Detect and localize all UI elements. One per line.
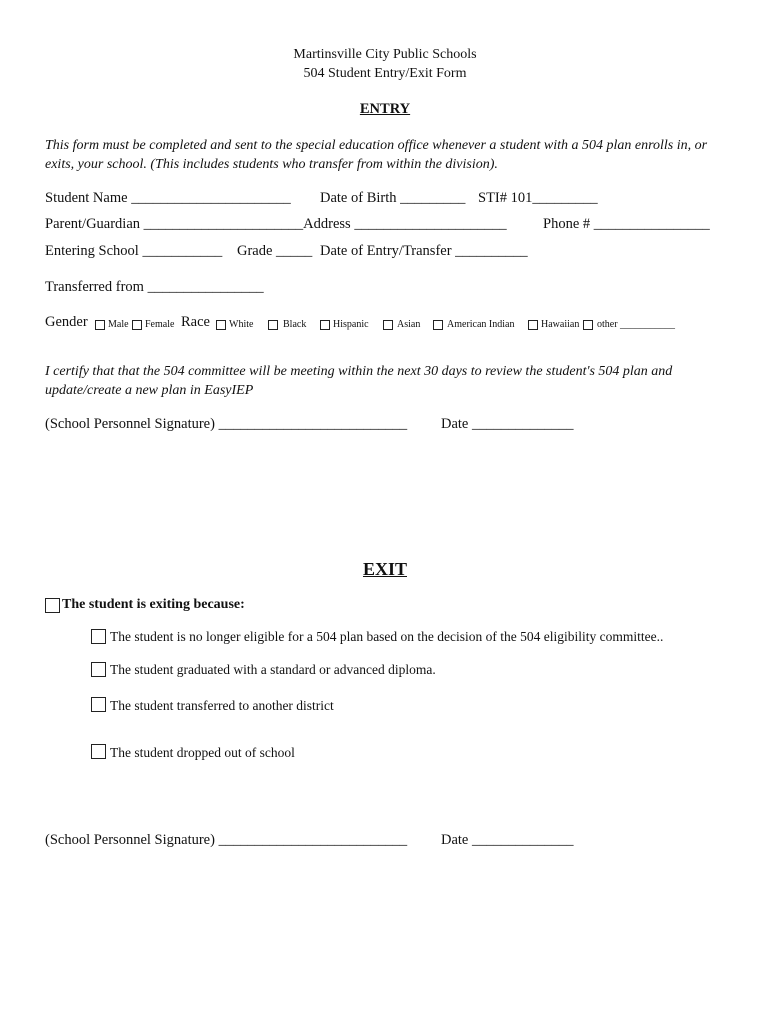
phone-field[interactable]	[543, 216, 710, 233]
entering-school-line[interactable]: ___________	[142, 243, 223, 259]
race-white-checkbox[interactable]	[216, 320, 226, 330]
exiting-checkbox[interactable]	[45, 598, 60, 613]
dob-label: Date of Birth	[320, 190, 397, 206]
student-name-line[interactable]: ______________________	[131, 190, 291, 206]
reason-dropped-out-label: The student dropped out of school	[110, 745, 295, 760]
student-name-label: Student Name	[45, 190, 128, 206]
entry-date-signed-field[interactable]	[441, 416, 574, 433]
district-name: Martinsville City Public Schools	[293, 47, 477, 62]
sti-field[interactable]	[478, 190, 598, 207]
exit-date-signed-field[interactable]	[441, 832, 574, 849]
race-label: Race	[181, 314, 210, 330]
address-label: Address	[303, 216, 351, 232]
student-name-field[interactable]	[45, 190, 291, 207]
race-black-checkbox[interactable]	[268, 320, 278, 330]
sti-line[interactable]: _________	[532, 190, 598, 206]
exit-signature-line[interactable]: __________________________	[218, 832, 408, 848]
parent-line[interactable]: ______________________	[143, 216, 304, 232]
gender-male-label: Male	[108, 319, 129, 330]
transferred-from-line[interactable]: ________________	[147, 279, 264, 295]
grade-field[interactable]	[237, 243, 312, 260]
entry-instructions: This form must be completed and sent to the special education office whenever a student with a 504 plan enrolls in, or exits, your school. (This includes students who transfer from within the division).	[45, 138, 708, 172]
gender-male-checkbox[interactable]	[95, 320, 105, 330]
parent-label: Parent/Guardian	[45, 216, 141, 232]
phone-label: Phone #	[543, 216, 591, 232]
race-other-line[interactable]: ___________	[620, 319, 676, 330]
race-other-checkbox[interactable]	[583, 320, 593, 330]
entry-date-field[interactable]	[320, 243, 528, 260]
entry-date-line[interactable]: __________	[455, 243, 528, 259]
form-title: 504 Student Entry/Exit Form	[303, 66, 467, 81]
race-hispanic-label: Hispanic	[333, 319, 369, 330]
entry-signature-field[interactable]	[45, 416, 407, 433]
entry-date-label: Date of Entry/Transfer	[320, 243, 452, 259]
race-american-indian-label: American Indian	[447, 319, 515, 330]
entry-title: ENTRY	[359, 101, 411, 117]
transferred-from-field[interactable]	[45, 279, 264, 296]
entry-date-signed-label: Date	[441, 416, 469, 432]
reason-dropped-out-checkbox[interactable]	[91, 744, 106, 759]
transferred-from-label: Transferred from	[45, 279, 144, 295]
reason-ineligible-checkbox[interactable]	[91, 629, 106, 644]
dob-field[interactable]	[320, 190, 465, 207]
race-asian-checkbox[interactable]	[383, 320, 393, 330]
race-other-label: other	[597, 319, 618, 330]
entering-school-label: Entering School	[45, 243, 139, 259]
certify-statement: I certify that that the 504 committee will be meeting within the next 30 days to review the student's 504 plan and update/create a new plan in EasyIEP	[45, 364, 673, 398]
exit-date-signed-line[interactable]: ______________	[472, 832, 574, 848]
phone-line[interactable]: ________________	[593, 216, 710, 232]
grade-label: Grade	[237, 243, 273, 259]
entry-date-signed-line[interactable]: ______________	[472, 416, 574, 432]
exit-signature-label: (School Personnel Signature)	[45, 832, 215, 848]
reason-graduated-label: The student graduated with a standard or advanced diploma.	[110, 662, 436, 677]
entry-signature-label: (School Personnel Signature)	[45, 416, 215, 432]
parent-field[interactable]	[45, 216, 507, 233]
exit-signature-field[interactable]	[45, 832, 407, 849]
address-line[interactable]: _____________________	[354, 216, 507, 232]
gender-female-label: Female	[145, 319, 175, 330]
exit-date-signed-label: Date	[441, 832, 469, 848]
grade-line[interactable]: _____	[276, 243, 313, 259]
exit-title: EXIT	[362, 559, 407, 579]
dob-line[interactable]: _________	[400, 190, 466, 206]
gender-female-checkbox[interactable]	[132, 320, 142, 330]
reason-transferred-checkbox[interactable]	[91, 697, 106, 712]
sti-label: STI# 101	[478, 190, 533, 206]
race-hawaiian-checkbox[interactable]	[528, 320, 538, 330]
entry-signature-line[interactable]: __________________________	[218, 416, 408, 432]
race-hispanic-checkbox[interactable]	[320, 320, 330, 330]
race-asian-label: Asian	[397, 319, 421, 330]
reason-transferred-label: The student transferred to another district	[110, 698, 334, 713]
race-american-indian-checkbox[interactable]	[433, 320, 443, 330]
reason-ineligible-label: The student is no longer eligible for a 504 plan based on the decision of the 504 eligibility committee..	[110, 629, 664, 644]
race-other-field[interactable]	[597, 319, 675, 330]
race-white-label: White	[229, 319, 254, 330]
race-black-label: Black	[283, 319, 307, 330]
gender-label: Gender	[45, 314, 88, 330]
reason-graduated-checkbox[interactable]	[91, 662, 106, 677]
race-hawaiian-label: Hawaiian	[541, 319, 580, 330]
exiting-label: The student is exiting because:	[62, 597, 245, 612]
entering-school-field[interactable]	[45, 243, 222, 260]
